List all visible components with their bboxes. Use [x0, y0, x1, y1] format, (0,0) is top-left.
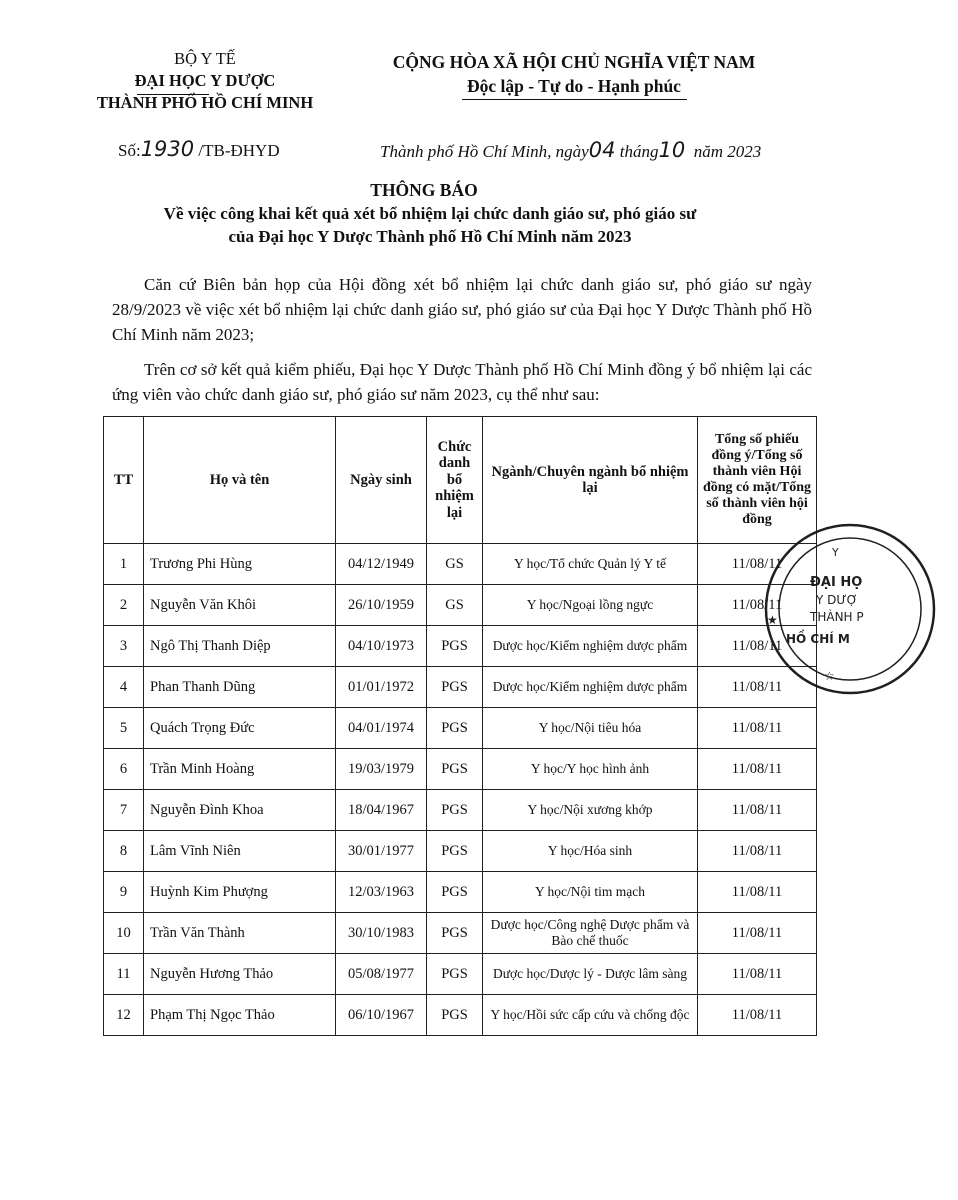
cell-name: Nguyễn Đình Khoa	[144, 790, 336, 831]
header-tt: TT	[104, 417, 144, 544]
cell-votes: 11/08/11	[698, 544, 817, 585]
table-row	[104, 544, 817, 585]
header-title: Chức danh bổ nhiệm lại	[427, 417, 483, 544]
cell-tt: 10	[104, 913, 144, 954]
cell-major: Y học/Tổ chức Quản lý Y tế	[483, 544, 698, 585]
national-heading	[362, 50, 786, 98]
cell-name: Trương Phi Hùng	[144, 544, 336, 585]
seal-text: Y DƯỢ	[816, 593, 858, 607]
cell-title: GS	[427, 585, 483, 626]
motto-underline	[462, 99, 687, 100]
reappointment-table	[103, 416, 817, 1036]
table-row	[104, 667, 817, 708]
cell-votes: 11/08/11	[698, 667, 817, 708]
table-row	[104, 749, 817, 790]
document-title: THÔNG BÁO	[370, 180, 478, 200]
seal-text: HỒ CHÍ M	[786, 632, 850, 646]
cell-tt: 2	[104, 585, 144, 626]
cell-name: Lâm Vĩnh Niên	[144, 831, 336, 872]
table-row	[104, 708, 817, 749]
cell-major: Dược học/Dược lý - Dược lâm sàng	[483, 954, 698, 995]
organization-block	[60, 48, 350, 114]
cell-title: PGS	[427, 995, 483, 1036]
cell-dob: 19/03/1979	[336, 749, 427, 790]
cell-name: Nguyễn Văn Khôi	[144, 585, 336, 626]
number-label: Số:	[118, 141, 141, 160]
cell-tt: 12	[104, 995, 144, 1036]
cell-dob: 26/10/1959	[336, 585, 427, 626]
cell-title: PGS	[427, 872, 483, 913]
cell-tt: 5	[104, 708, 144, 749]
header-dob: Ngày sinh	[336, 417, 427, 544]
cell-votes: 11/08/11	[698, 831, 817, 872]
cell-votes: 11/08/11	[698, 585, 817, 626]
cell-tt: 1	[104, 544, 144, 585]
cell-votes: 11/08/11	[698, 913, 817, 954]
cell-dob: 12/03/1963	[336, 872, 427, 913]
table-row	[104, 585, 817, 626]
cell-votes: 11/08/11	[698, 749, 817, 790]
cell-major: Dược học/Kiểm nghiệm dược phẩm	[483, 626, 698, 667]
org-underline	[137, 94, 209, 95]
national-motto: Độc lập - Tự do - Hạnh phúc	[467, 76, 681, 96]
cell-name: Huỳnh Kim Phượng	[144, 872, 336, 913]
cell-votes: 11/08/11	[698, 708, 817, 749]
handwritten-day: 04	[588, 138, 616, 162]
cell-votes: 11/08/11	[698, 872, 817, 913]
seal-star-icon: ☆	[824, 669, 835, 683]
republic-name: CỘNG HÒA XÃ HỘI CHỦ NGHĨA VIỆT NAM	[392, 52, 756, 72]
cell-major: Dược học/Công nghệ Dược phẩm và Bào chế thuốc	[483, 913, 698, 954]
cell-dob: 18/04/1967	[336, 790, 427, 831]
cell-name: Nguyễn Hương Thảo	[144, 954, 336, 995]
cell-title: GS	[427, 544, 483, 585]
cell-tt: 11	[104, 954, 144, 995]
table-row	[104, 954, 817, 995]
cell-major: Y học/Hóa sinh	[483, 831, 698, 872]
cell-votes: 11/08/11	[698, 626, 817, 667]
cell-tt: 4	[104, 667, 144, 708]
number-suffix: /TB-ĐHYD	[198, 141, 280, 160]
cell-major: Y học/Nội xương khớp	[483, 790, 698, 831]
date-prefix: Thành phố Hồ Chí Minh, ngày	[380, 142, 589, 161]
cell-name: Trần Minh Hoàng	[144, 749, 336, 790]
cell-tt: 9	[104, 872, 144, 913]
table-row	[104, 626, 817, 667]
university-name: ĐẠI HỌC Y DƯỢC	[134, 71, 276, 90]
cell-dob: 30/01/1977	[336, 831, 427, 872]
cell-major: Y học/Hồi sức cấp cứu và chống độc	[483, 995, 698, 1036]
cell-tt: 7	[104, 790, 144, 831]
cell-votes: 11/08/11	[698, 995, 817, 1036]
cell-major: Y học/Ngoại lồng ngực	[483, 585, 698, 626]
paragraph-decision: Trên cơ sở kết quả kiểm phiếu, Đại học Y Dược Thành phố Hồ Chí Minh đồng ý bổ nhiệm lại các ứng viên vào chức danh giáo sư, phó giáo sư năm 2023, cụ thể như sau:	[112, 360, 812, 404]
cell-title: PGS	[427, 831, 483, 872]
cell-dob: 01/01/1972	[336, 667, 427, 708]
ministry-name: BỘ Y TẾ	[174, 49, 236, 68]
cell-title: PGS	[427, 790, 483, 831]
table-row	[104, 872, 817, 913]
header-votes: Tổng số phiếu đồng ý/Tổng số thành viên Hội đồng có mặt/Tổng số thành viên hội đồng	[698, 417, 817, 544]
table-row	[104, 790, 817, 831]
handwritten-month: 10	[658, 138, 686, 162]
document-date	[380, 138, 761, 162]
seal-star-icon: ★	[767, 613, 778, 627]
table-header-row	[104, 417, 817, 544]
subject-line-1: Về việc công khai kết quả xét bổ nhiệm lại chức danh giáo sư, phó giáo sư	[163, 204, 697, 223]
cell-title: PGS	[427, 708, 483, 749]
subject-line-2: của Đại học Y Dược Thành phố Hồ Chí Minh năm 2023	[228, 227, 632, 246]
seal-text: Y	[832, 546, 839, 559]
cell-name: Quách Trọng Đức	[144, 708, 336, 749]
cell-dob: 04/12/1949	[336, 544, 427, 585]
cell-title: PGS	[427, 954, 483, 995]
cell-name: Phạm Thị Ngọc Thảo	[144, 995, 336, 1036]
table-row	[104, 831, 817, 872]
cell-major: Y học/Y học hình ảnh	[483, 749, 698, 790]
month-label: tháng	[619, 142, 659, 161]
cell-title: PGS	[427, 626, 483, 667]
paragraph-basis: Căn cứ Biên bản họp của Hội đồng xét bổ nhiệm lại chức danh giáo sư, phó giáo sư ngày 28/9/2023 về việc xét bổ nhiệm lại chức danh giáo sư, phó giáo sư của Đại học Y Dược Thành phố Hồ Chí Minh năm 2023;	[112, 275, 812, 344]
seal-text: ĐẠI HỌ	[810, 575, 863, 590]
cell-title: PGS	[427, 667, 483, 708]
year-text: năm 2023	[693, 142, 762, 161]
cell-votes: 11/08/11	[698, 954, 817, 995]
header-major: Ngành/Chuyên ngành bổ nhiệm lại	[483, 417, 698, 544]
cell-title: PGS	[427, 749, 483, 790]
header-name: Họ và tên	[144, 417, 336, 544]
cell-name: Trần Văn Thành	[144, 913, 336, 954]
cell-dob: 06/10/1967	[336, 995, 427, 1036]
cell-tt: 3	[104, 626, 144, 667]
seal-text: THÀNH P	[810, 610, 864, 624]
cell-major: Y học/Nội tim mạch	[483, 872, 698, 913]
document-number	[118, 137, 280, 161]
cell-votes: 11/08/11	[698, 790, 817, 831]
cell-tt: 8	[104, 831, 144, 872]
cell-dob: 05/08/1977	[336, 954, 427, 995]
handwritten-number: 1930	[140, 137, 195, 161]
cell-name: Ngô Thị Thanh Diệp	[144, 626, 336, 667]
table-row	[104, 913, 817, 954]
cell-name: Phan Thanh Dũng	[144, 667, 336, 708]
table-row	[104, 995, 817, 1036]
document-subject	[120, 202, 740, 248]
cell-tt: 6	[104, 749, 144, 790]
cell-major: Y học/Nội tiêu hóa	[483, 708, 698, 749]
cell-dob: 30/10/1983	[336, 913, 427, 954]
cell-major: Dược học/Kiểm nghiệm dược phẩm	[483, 667, 698, 708]
cell-dob: 04/10/1973	[336, 626, 427, 667]
university-city: THÀNH PHỐ HỒ CHÍ MINH	[96, 93, 314, 112]
cell-dob: 04/01/1974	[336, 708, 427, 749]
cell-title: PGS	[427, 913, 483, 954]
